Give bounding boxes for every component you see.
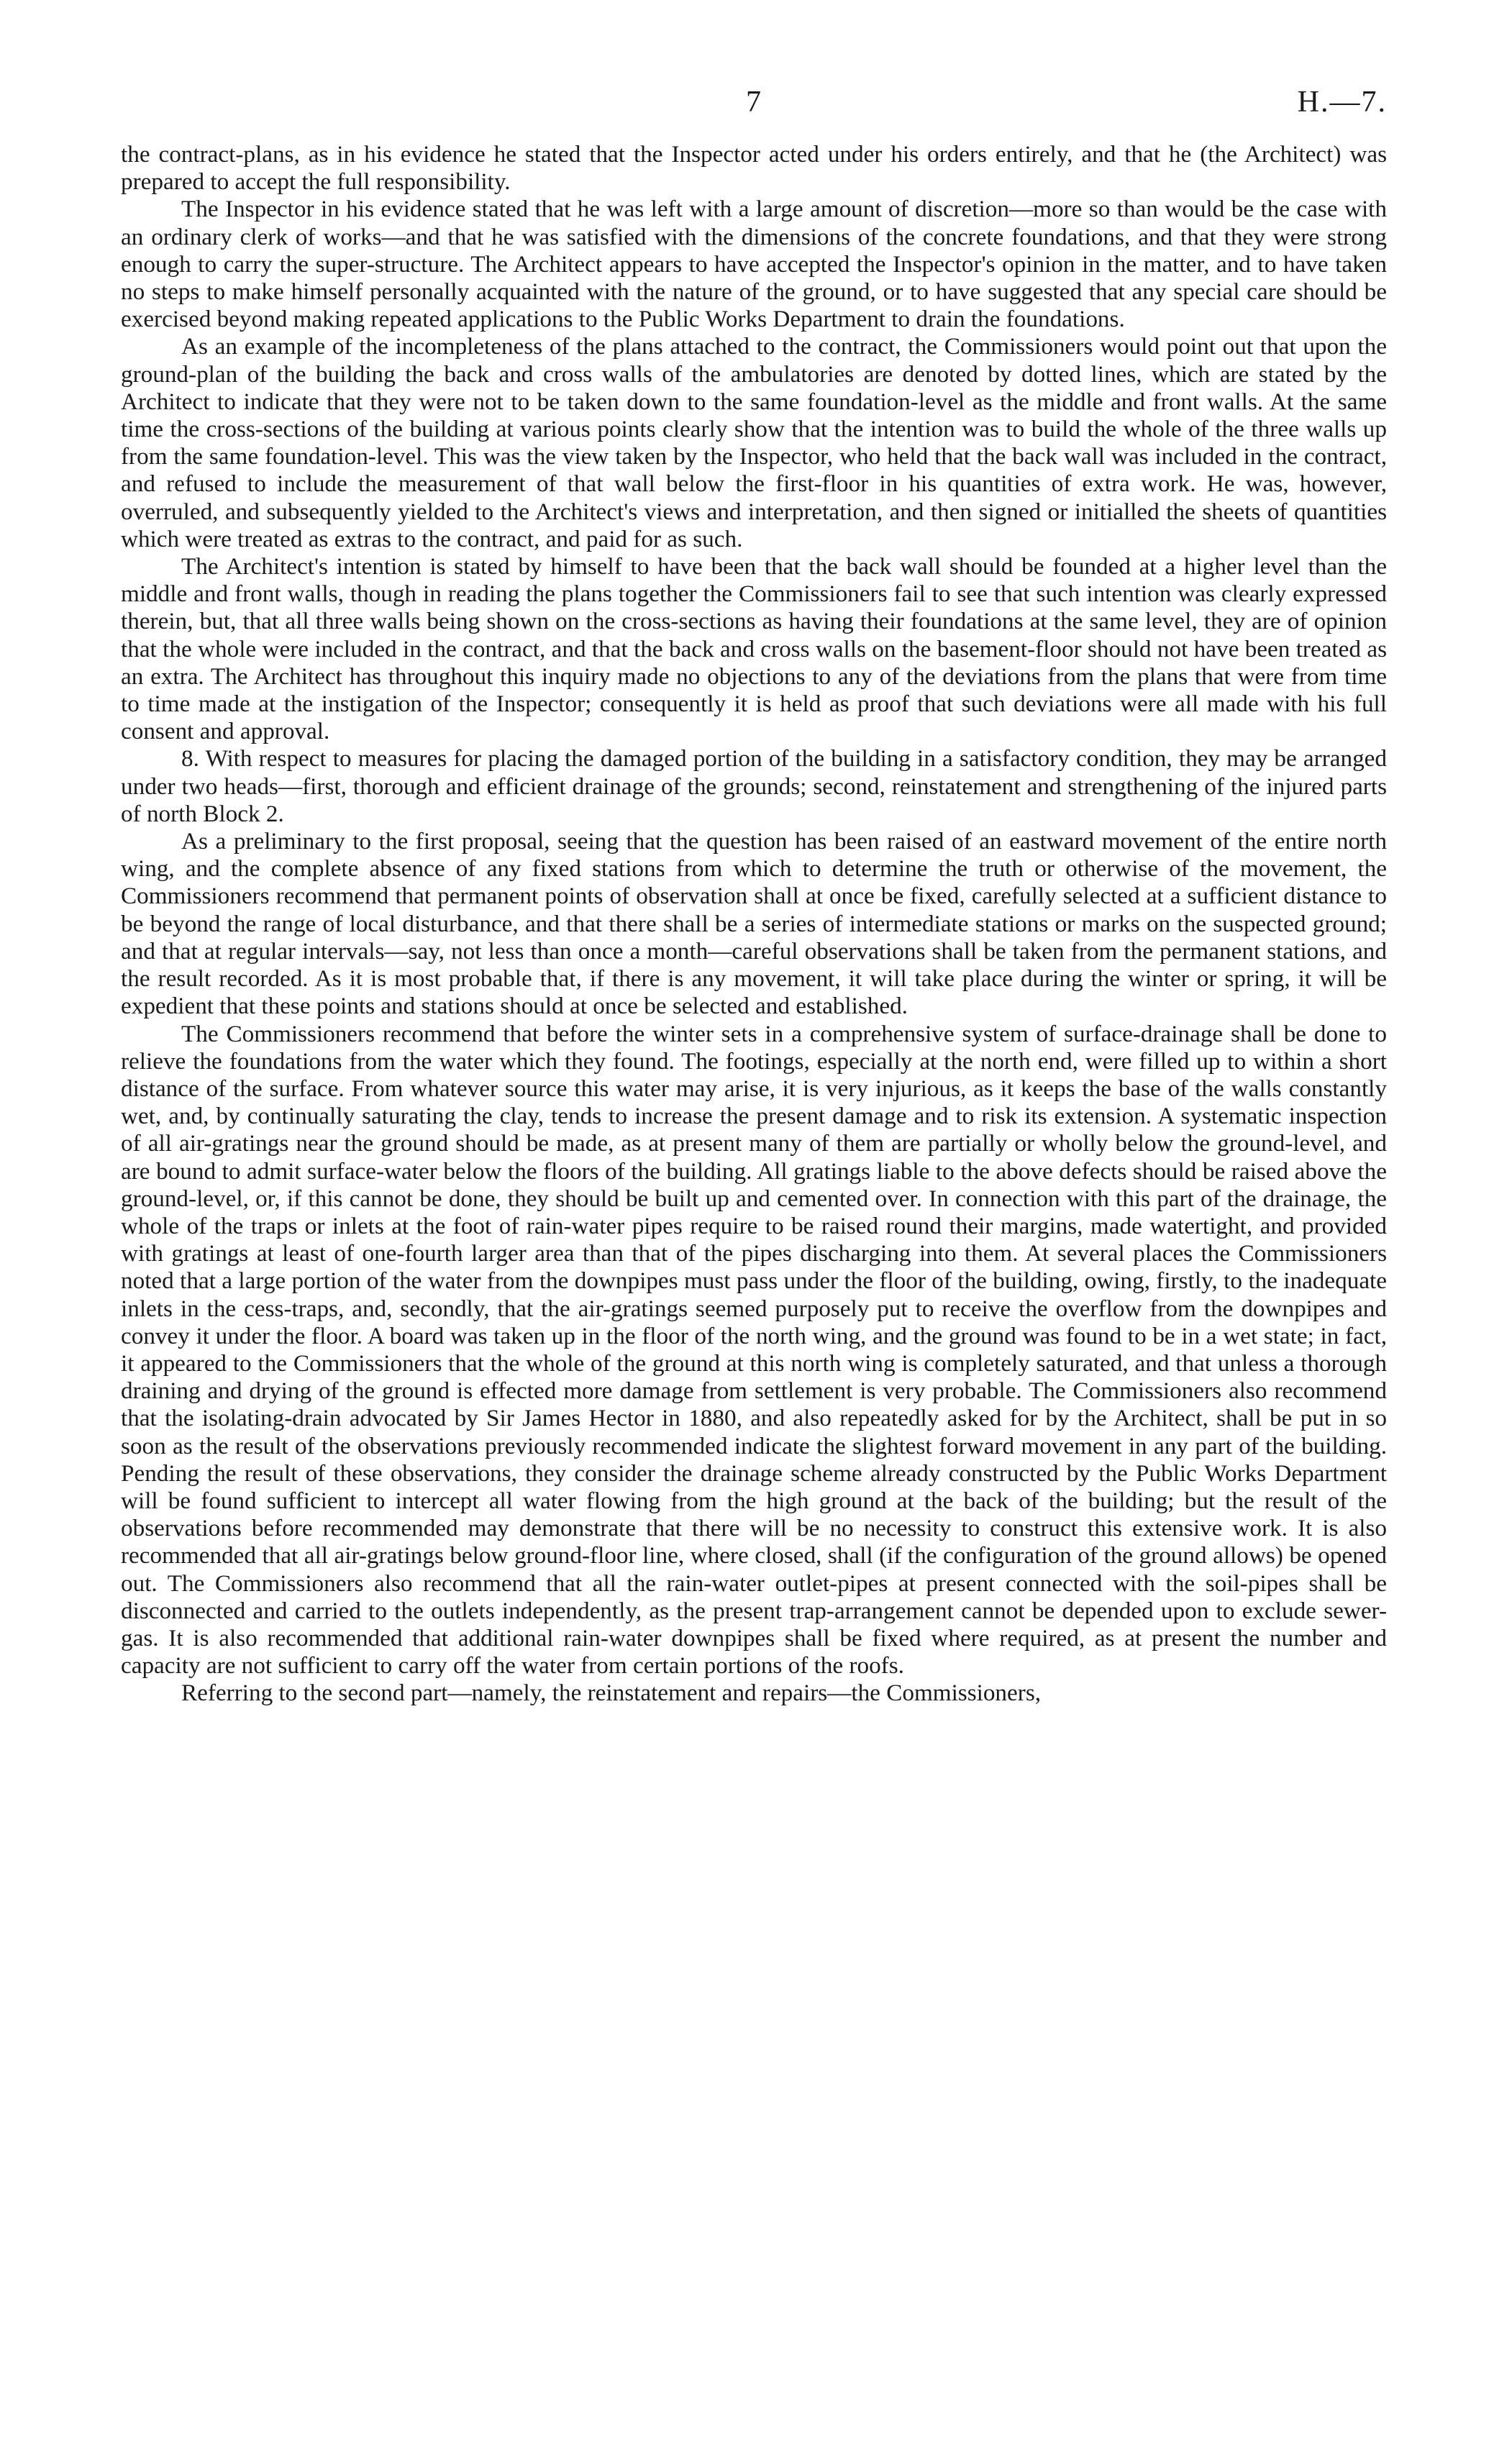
paragraph: As a preliminary to the first proposal, seeing that the question has been raised of an eastward movement of the entire north wing, and the complete absence of any fixed stations from which to determine the truth or otherwise of the movement, the Commissioners recommend that permanent points of observation shall at once be fixed, carefully selected at a sufficient distance to be beyond the range of local disturbance, and that there shall be a series of intermediate stations or marks on the suspected ground; and that at regular intervals—say, not less than once a month—careful observations shall be taken from the permanent stations, and the result recorded. As it is most probable that, if there is any movement, it will take place during the winter or spring, it will be expedient that these points and stations should at once be selected and established. <box>121 828 1387 1020</box>
paragraph: As an example of the incompleteness of the plans attached to the contract, the Commissioners would point out that upon the ground-plan of the building the back and cross walls of the ambulatories are denoted by dotted lines, which are stated by the Architect to indicate that they were not to be taken down to the same foundation-level as the middle and front walls. At the same time the cross-sections of the building at various points clearly show that the intention was to build the whole of the three walls up from the same foundation-level. This was the view taken by the Inspector, who held that the back wall was included in the contract, and refused to include the measurement of that wall below the first-floor in his quantities of extra work. He was, however, overruled, and subsequently yielded to the Architect's views and interpretation, and then signed or initialled the sheets of quantities which were treated as extras to the contract, and paid for as such. <box>121 333 1387 552</box>
paragraph: The Architect's intention is stated by himself to have been that the back wall should be founded at a higher level than the middle and front walls, though in reading the plans together the Commissioners fail to see that such intention was clearly expressed therein, but, that all three walls being shown on the cross-sections as having their foundations at the same level, they are of opinion that the whole were included in the contract, and that the back and cross walls on the basement-floor should not have been treated as an extra. The Architect has throughout this inquiry made no objections to any of the deviations from the plans that were from time to time made at the instigation of the Inspector; consequently it is held as proof that such deviations were all made with his full consent and approval. <box>121 553 1387 745</box>
document-code: H.—7. <box>1297 86 1387 119</box>
paragraph-section-8: 8. With respect to measures for placing the damaged portion of the building in a satisfactory condition, they may be arranged under two heads—first, thorough and efficient drainage of the grounds; second, reinstatement and strengthening of the injured parts of north Block 2. <box>121 745 1387 827</box>
paragraph: The Inspector in his evidence stated that he was left with a large amount of discretion—more so than would be the case with an ordinary clerk of works—and that he was satisfied with the dimensions of the concrete foundations, and that they were strong enough to carry the super-structure. The Architect appears to have accepted the Inspector's opinion in the matter, and to have taken no steps to make himself personally acquainted with the nature of the ground, or to have suggested that any special care should be exercised beyond making repeated applications to the Public Works Department to drain the foundations. <box>121 196 1387 333</box>
page-header <box>121 85 1387 128</box>
paragraph-continuation: the contract-plans, as in his evidence he stated that the Inspector acted under his orders entirely, and that he (the Architect) was prepared to accept the full responsibility. <box>121 141 1387 196</box>
body-text <box>121 141 1387 1708</box>
page-number: 7 <box>746 86 762 119</box>
paragraph: The Commissioners recommend that before the winter sets in a comprehensive system of surface-drainage shall be done to relieve the foundations from the water which they found. The footings, especially at the north end, were filled up to within a short distance of the surface. From whatever source this water may arise, it is very injurious, as it keeps the base of the walls constantly wet, and, by continually saturating the clay, tends to increase the present damage and to risk its extension. A systematic inspection of all air-gratings near the ground should be made, as at present many of them are partially or wholly below the ground-level, and are bound to admit surface-water below the floors of the building. All gratings liable to the above defects should be raised above the ground-level, or, if this cannot be done, they should be built up and cemented over. In connection with this part of the drainage, the whole of the traps or inlets at the foot of rain-water pipes require to be raised round their margins, made watertight, and provided with gratings at least of one-fourth larger area than that of the pipes discharging into them. At several places the Commissioners noted that a large portion of the water from the downpipes must pass under the floor of the building, owing, firstly, to the inadequate inlets in the cess-traps, and, secondly, that the air-gratings seemed purposely put to receive the overflow from the downpipes and convey it under the floor. A board was taken up in the floor of the north wing, and the ground was found to be in a wet state; in fact, it appeared to the Commissioners that the whole of the ground at this north wing is completely saturated, and that unless a thorough draining and drying of the ground is effected more damage from settlement is very probable. The Commissioners also recommend that the isolating-drain advocated by Sir James Hector in 1880, and also repeatedly asked for by the Architect, shall be put in so soon as the result of the observations previously recommended indicate the slightest forward movement in any part of the building. Pending the result of these observations, they consider the drainage scheme already constructed by the Public Works Department will be found sufficient to intercept all water flowing from the high ground at the back of the building; but the result of the observations before recommended may demonstrate that there will be no necessity to construct this extensive work. It is also recommended that all air-gratings below ground-floor line, where closed, shall (if the configuration of the ground allows) be opened out. The Commissioners also recommend that all the rain-water outlet-pipes at present connected with the soil-pipes shall be disconnected and carried to the outlets independently, as the present trap-arrangement cannot be depended upon to exclude sewer-gas. It is also recommended that additional rain-water downpipes shall be fixed where required, as at present the number and capacity are not sufficient to carry off the water from certain portions of the roofs. <box>121 1020 1387 1680</box>
paragraph: Referring to the second part—namely, the reinstatement and repairs—the Commissioners, <box>181 1680 1042 1707</box>
